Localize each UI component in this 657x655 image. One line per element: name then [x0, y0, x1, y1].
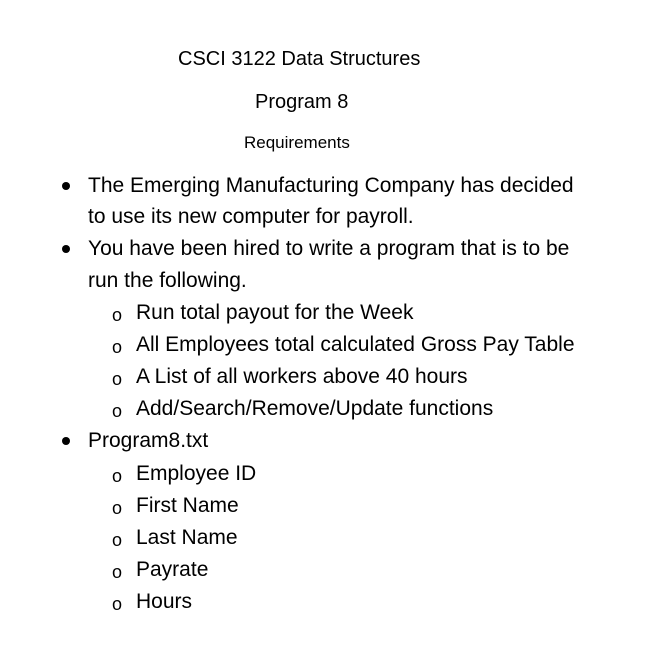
bullet-2-line-2: run the following.: [88, 269, 247, 292]
bullet-2-subitem-2: All Employees total calculated Gross Pay Table: [136, 333, 575, 356]
course-title: CSCI 3122 Data Structures: [178, 48, 421, 70]
sub-bullet-marker: o: [112, 498, 123, 518]
bullet-2-line-1: You have been hired to write a program that is to be: [88, 237, 570, 260]
sub-bullet-marker: o: [112, 530, 123, 550]
sub-bullet-marker: o: [112, 369, 123, 389]
bullet-3-subitem-5: Hours: [136, 590, 193, 613]
bullet-marker: [62, 182, 70, 190]
bullet-1-line-2: to use its new computer for payroll.: [88, 205, 414, 228]
sub-bullet-marker: o: [112, 594, 123, 614]
bullet-2-subitem-4: Add/Search/Remove/Update functions: [136, 397, 494, 420]
bullet-marker: [62, 437, 70, 445]
bullet-marker: [62, 245, 70, 253]
bullet-2-subitem-1: Run total payout for the Week: [136, 301, 414, 324]
bullet-3-subitem-3: Last Name: [136, 526, 238, 549]
sub-bullet-marker: o: [112, 466, 123, 486]
bullet-3-subitem-4: Payrate: [136, 558, 209, 581]
sub-bullet-marker: o: [112, 562, 123, 582]
sub-bullet-marker: o: [112, 401, 123, 421]
bullet-3-line-1: Program8.txt: [88, 429, 209, 452]
section-label: Requirements: [244, 133, 350, 152]
program-title: Program 8: [255, 91, 349, 113]
sub-bullet-marker: o: [112, 337, 123, 357]
bullet-3-subitem-1: Employee ID: [136, 462, 257, 485]
bullet-1-line-1: The Emerging Manufacturing Company has decided: [88, 174, 574, 197]
bullet-3-subitem-2: First Name: [136, 494, 239, 517]
sub-bullet-marker: o: [112, 305, 123, 325]
bullet-2-subitem-3: A List of all workers above 40 hours: [136, 365, 468, 388]
